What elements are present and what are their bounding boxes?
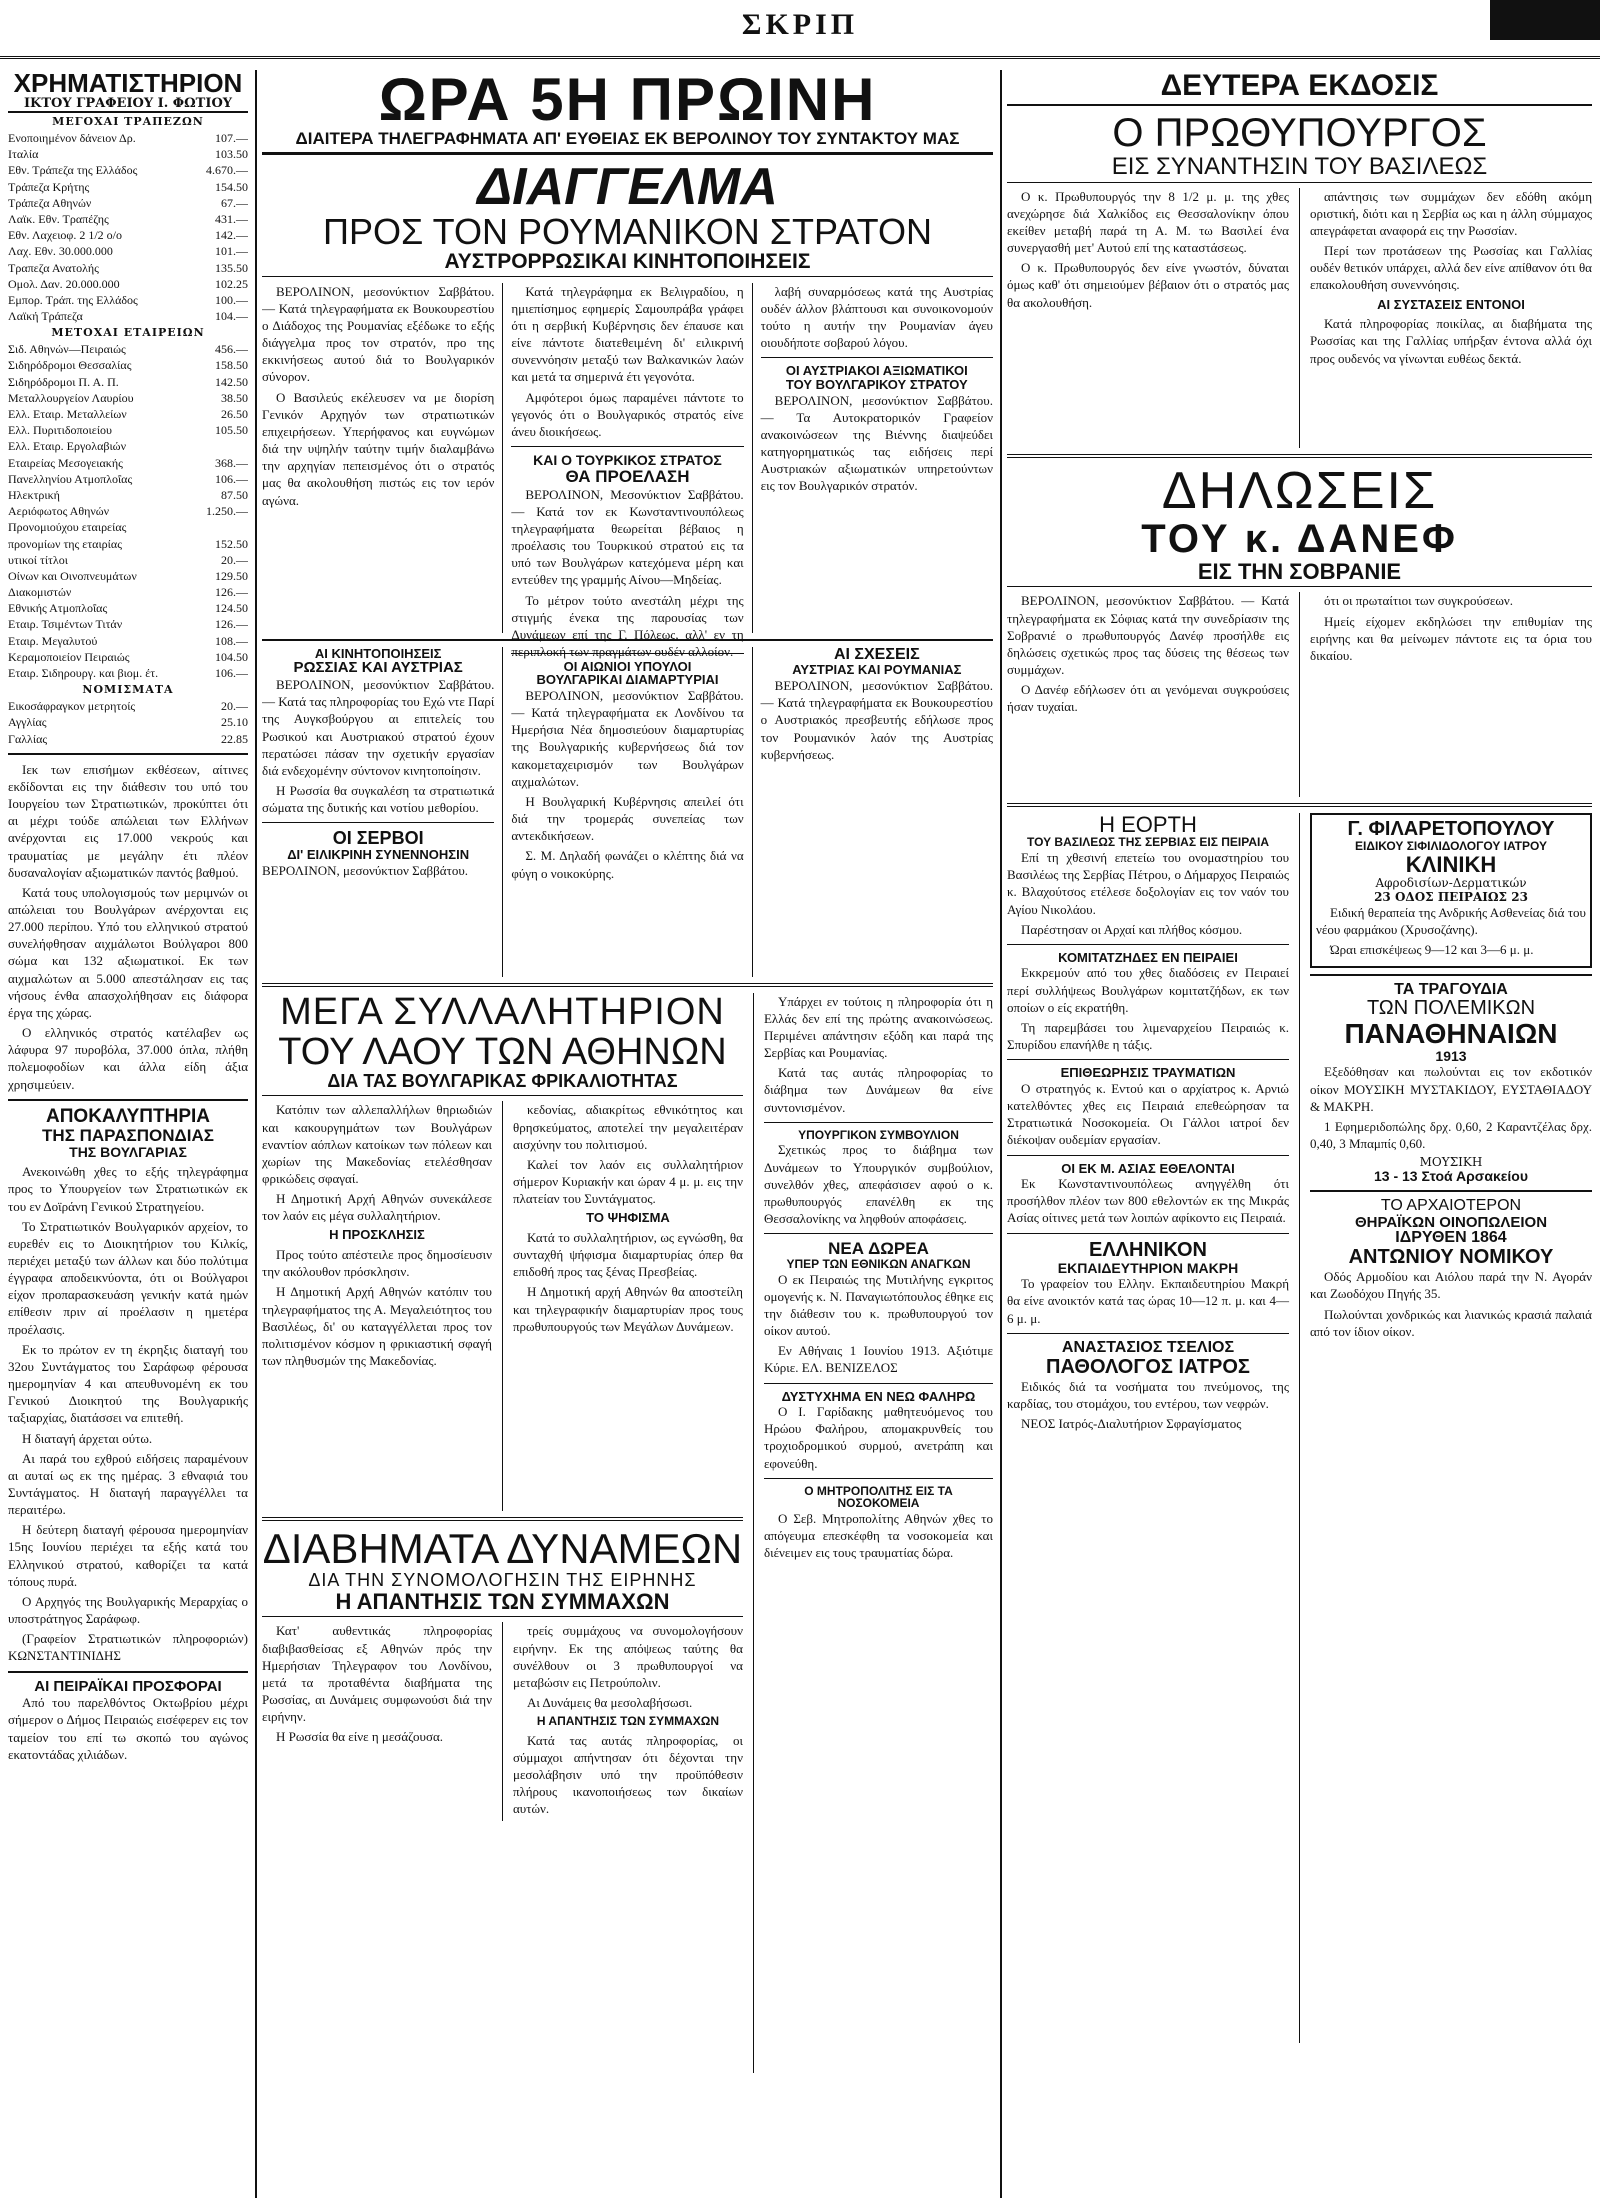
article-paragraph: Αι Δυνάμεις θα μεσολαβήσωσι. bbox=[526, 1695, 693, 1711]
article-paragraph: Η Δημοτική Αρχή Αθηνών συνεκάλεσε τον λαόν εις μέγα συλλαλητήριον. bbox=[262, 1191, 492, 1224]
article-paragraph: Ο Ι. Γαρίδακης μαθητευόμενος του Ηρώου Φαλήρου, απομακρυνθείς του τροχιοδρομικού συρμού, ανετράπη και εφονεύθη. bbox=[763, 1404, 993, 1471]
market-row bbox=[8, 179, 248, 195]
market-row bbox=[8, 503, 248, 519]
article-paragraph: λαβή συναρμόσεως κατά της Αυστρίας ουδέν άλλον βλάπτουσι και συνοικονομούν τούτο η αυτήν την Ρουμανίαν άγευ οιουδήποτε σοβαρού λόγου. bbox=[760, 283, 993, 351]
article-paragraph: Η διαταγή άρχεται ούτω. bbox=[22, 1430, 153, 1446]
feast-title: Η ΕΟΡΤΗ bbox=[1099, 812, 1197, 838]
article-paragraph: Η Δημοτική αρχή Αθηνών θα αποστείλη και τηλεγραφικήν διαμαρτυρίαν προς τους πρωθυπουργούς των Μεγάλων Δυνάμεων. bbox=[512, 1284, 743, 1334]
market-row bbox=[8, 130, 248, 146]
market-row bbox=[8, 374, 248, 390]
market-name: Εμπορ. Τράπ. της Ελλάδος bbox=[8, 292, 138, 307]
market-row bbox=[8, 341, 248, 357]
market-name: Πανελληνίου Ατμοπλοΐας bbox=[8, 471, 133, 486]
article-paragraph: Η Ρωσσία θα είνε η μεσάζουσα. bbox=[276, 1729, 444, 1745]
resolution-heading: ΤΟ ΨΗΦΙΣΜΑ bbox=[586, 1210, 670, 1226]
market-row bbox=[8, 698, 248, 714]
wine-ad-founded: ΙΔΡΥΘΕΝ 1864 bbox=[1395, 1229, 1507, 1247]
market-name: Προνομιούχου εταιρείας bbox=[8, 520, 127, 535]
market-name: Αγγλίας bbox=[8, 715, 47, 730]
donation-title: ΝΕΑ ΔΩΡΕΑ bbox=[828, 1239, 929, 1259]
market-row bbox=[8, 390, 248, 406]
serbs-dateline: ΒΕΡΟΛΙΝΟΝ, μεσονύκτιον Σαββάτου. bbox=[262, 862, 469, 878]
mobilizations-subtitle: ΡΩΣΣΙΑΣ ΚΑΙ ΑΥΣΤΡΙΑΣ bbox=[293, 659, 463, 677]
article-paragraph: Η Βουλγαρική Κυβέρνησις απειλεί ότι διά την τρομεράς συνεπείας των αντεκδικήσεων. bbox=[511, 793, 744, 844]
market-row bbox=[8, 162, 248, 178]
article-paragraph: Ο στρατηγός κ. Εντού και ο αρχίατρος κ. Αρνιώ κατελθόντες χθες εις Πειραιά επεθεώρησαν τα Στρατιωτικά Νοσοκομεία. Οι Γάλλοι ιατροί δεν διέκοψαν ουδεμίαν εργασίαν. bbox=[1007, 1080, 1289, 1148]
article-paragraph: Τη παρεμβάσει του λιμεναρχείου Πειραιώς κ. Σπυρίδου επανήλθε η τάξις. bbox=[1007, 1019, 1289, 1053]
turkish-army-subtitle: ΘΑ ΠΡΟΕΛΑΣΗ bbox=[565, 466, 690, 486]
mobilization-section bbox=[262, 647, 993, 977]
article-paragraph: Ιεκ των επισήμων εκθέσεων, αίτινες εκδίδονται εις την διάθεσιν του υπό του Ιουργείου των Στρατιωτικών, προκύπτει ότι αι μέχρι τούδε απώλειαι των Ελλήνων ανέρχονται εις 17.000 νεκρούς και τραυματίας με μεγάλην έτι πλέον δυσαναλογίαν αξιωματικών παντός βαθμού. bbox=[8, 761, 248, 880]
market-row bbox=[8, 422, 248, 438]
market-name: Τράπεζα Κρήτης bbox=[8, 179, 90, 194]
revelations-article bbox=[8, 1163, 248, 1664]
market-name: Κεραμοποιείον Πειραιώς bbox=[8, 649, 130, 664]
market-row bbox=[8, 519, 248, 535]
article-paragraph: Το μέτρον τούτο ανεστάλη μέχρι της στιγμής ένεκα της παρουσίας των Δυνάμεων επί της Γ. Πόλεως, αλλ' εν τη περιπλοκή των πραγμάτων ουδέν αλλοίον. bbox=[511, 592, 744, 660]
exchange-title: ΧΡΗΜΑΤΙΣΤΗΡΙΟΝ bbox=[13, 70, 243, 98]
market-name: Ελλ. Εταιρ. Εργολαβιών bbox=[8, 439, 127, 454]
rally-subtitle-2: ΔΙΑ ΤΑΣ ΒΟΥΛΓΑΡΙΚΑΣ ΦΡΙΚΑΛΙΟΤΗΤΑΣ bbox=[262, 1072, 743, 1096]
market-row bbox=[8, 406, 248, 422]
companies-heading: ΜΕΤΟΧΑΙ ΕΤΑΙΡΕΙΩΝ bbox=[51, 326, 205, 340]
eternal-sly-title: ΟΙ ΑΙΩΝΙΟΙ ΥΠΟΥΛΟΙ bbox=[563, 658, 692, 674]
cabinet-heading: ΥΠΟΥΡΓΙΚΟΝ ΣΥΜΒΟΥΛΙΟΝ bbox=[798, 1127, 959, 1142]
article-paragraph: ΒΕΡΟΛΙΝΟΝ, μεσονύκτιον Σαββάτου. — Κατά τηλεγραφήματα εκ Βουκουρεστίου ο Αυστριακός πρεσβευτής εδήλωσε προς τον Ρουμανικόν λαόν της Αυστρίας κυβερνήσεως. bbox=[760, 678, 993, 762]
proclamation-subtitle-2: ΑΥΣΤΡΟΡΡΩΣΙΚΑΙ ΚΙΝΗΤΟΠΟΙΗΣΕΙΣ bbox=[262, 251, 993, 277]
article-paragraph: Οδός Αρμοδίου και Αιόλου παρά την Ν. Αγοράν και Ζωοδόχου Πηγής 35. bbox=[1310, 1269, 1592, 1302]
article-paragraph: Εκ το πρώτον εν τη έκρηξις διαταγή του 32ου Συντάγματος του Σαράφωφ φέρουσα ημερομηνίαν 4 και απευθυνομένη εκ του Γενικού Διοικητού της Βουλγαρικής ταξιαρχίας, διατάσσει να επιτεθή. bbox=[8, 1341, 248, 1426]
market-name: Ελλ. Πυριτιδοποιείου bbox=[8, 423, 112, 438]
songs-subtitle-2: ΠΑΝΑΘΗΝΑΙΩΝ bbox=[1344, 1018, 1558, 1050]
market-value: 20.— bbox=[221, 552, 248, 567]
metropolitan-heading: Ο ΜΗΤΡΟΠΟΛΙΤΗΣ ΕΙΣ ΤΑ ΝΟΣΟΚΟΜΕΙΑ bbox=[804, 1483, 953, 1511]
market-row bbox=[8, 308, 248, 324]
market-value: 38.50 bbox=[221, 390, 248, 405]
volunteers-heading: ΟΙ ΕΚ Μ. ΑΣΙΑΣ ΕΘΕΛΟΝΤΑΙ bbox=[1061, 1160, 1235, 1176]
companies-table bbox=[8, 341, 248, 681]
market-value: 104.— bbox=[215, 309, 248, 324]
article-paragraph: Προς τούτο απέστειλε προς δημοσίευσιν την ακόλουθον πρόσκλησιν. bbox=[262, 1247, 492, 1280]
market-value: 107.— bbox=[215, 131, 248, 145]
songs-title: ΤΑ ΤΡΑΓΟΥΔΙΑ bbox=[1394, 980, 1508, 998]
article-paragraph: Ειδικός διά τα νοσήματα του πνεύμονος, της καρδίας, του στομάχου, του εντέρου, των νεφρών. bbox=[1007, 1378, 1289, 1411]
proclamation-col-c bbox=[761, 283, 993, 633]
relations-title: ΑΙ ΣΧΕΣΕΙΣ bbox=[833, 645, 920, 663]
market-value: 129.50 bbox=[215, 568, 248, 583]
market-value: 87.50 bbox=[221, 487, 248, 502]
market-row bbox=[8, 211, 248, 227]
article-paragraph: Ανεκοινώθη χθες το εξής τηλεγράφημα προς το Υπουργείον των Στρατιωτικών εκ του εν Δοϊράνη Γενικού Στρατηγείου. bbox=[8, 1164, 248, 1214]
banner-headline: ΩΡΑ 5Η ΠΡΩΙΝΗ bbox=[378, 70, 877, 133]
peace-title: ΔΙΑΒΗΜΑΤΑ ΔΥΝΑΜΕΩΝ bbox=[262, 1525, 743, 1573]
article-paragraph: Ο Δανέφ εδήλωσεν ότι αι γενόμεναι συγκρούσεις ήσαν τυχαίαι. bbox=[1007, 682, 1289, 715]
clinic-ad-line-5: 23 ΟΔΟΣ ΠΕΙΡΑΙΩΣ 23 bbox=[1374, 890, 1528, 905]
lower-center bbox=[262, 990, 993, 2073]
banks-heading: ΜΕΓΟΧΑΙ ΤΡΑΠΕΖΩΝ bbox=[52, 115, 204, 128]
market-name: Τράπεζα Αθηνών bbox=[8, 195, 92, 210]
market-row bbox=[8, 260, 248, 276]
market-row bbox=[8, 536, 248, 552]
article-paragraph: Υπάρχει εν τούτοις η πληροφορία ότι η Ελλάς δεν επί της πρώτης ανακοινώσεως. Περιμένει απάντησιν εξόδη και παρά της Σερβίας και Ρουμανίας. bbox=[763, 993, 993, 1061]
article-paragraph: Από του παρελθόντος Οκτωβρίου μέχρι σήμερον ο Δήμος Πειραιώς εισέφερεν εις τον ταμείον του επί τω σκοπώ του αγώνος εκατοντάδας χιλιάδων. bbox=[8, 1695, 248, 1762]
turkish-army-title: ΚΑΙ Ο ΤΟΥΡΚΙΚΟΣ ΣΤΡΑΤΟΣ bbox=[533, 452, 722, 469]
wounded-heading: ΕΠΙΘΕΩΡΗΣΙΣ ΤΡΑΥΜΑΤΙΩΝ bbox=[1060, 1065, 1236, 1081]
clinic-ad bbox=[1310, 813, 1592, 967]
article-paragraph: Εκ Κωνσταντινουπόλεως ανηγγέλθη ότι προσήλθον πλέον των 800 εθελοντών εκ της Μικράς Ασίας οίτινες μετά των λοιπών αφίκοντο εις Πειραιά. bbox=[1007, 1176, 1289, 1226]
songs-subtitle: ΤΩΝ ΠΟΛΕΜΙΚΩΝ bbox=[1366, 997, 1536, 1020]
market-name: Ιταλία bbox=[8, 147, 39, 162]
article-paragraph: Εκκρεμούν από του χθες διαδόσεις εν Πειραιεί περί συλλήψεως Βουλγάρων κομιτατζήδων, εκ των οποίων ο είς εκρατήθη. bbox=[1007, 965, 1289, 1015]
clinic-ad-line-4: Αφροδισίων-Δερματικών bbox=[1375, 876, 1527, 891]
donation-subtitle: ΥΠΕΡ ΤΩΝ ΕΘΝΙΚΩΝ ΑΝΑΓΚΩΝ bbox=[786, 1257, 971, 1271]
songs-year: 1913 bbox=[1435, 1047, 1467, 1064]
market-value: 26.50 bbox=[221, 407, 248, 421]
accident-heading: ΔΥΣΤΥΧΗΜΑ ΕΝ ΝΕΩ ΦΑΛΗΡΩ bbox=[781, 1388, 976, 1404]
market-value: 158.50 bbox=[215, 358, 248, 373]
second-edition-label: ΔΕΥΤΕΡΑ ΕΚΔΟΣΙΣ bbox=[1007, 70, 1592, 106]
article-paragraph: ΝΕΟΣ Ιατρός-Διαλυτήριον Σφραγίσματος bbox=[1021, 1415, 1242, 1431]
article-paragraph: Ημείς είχομεν εκδηλώσει την επιθυμίαν της ειρήνης και θα μείνωμεν πάντοτε εις τα όρια του δικαίου. bbox=[1310, 613, 1592, 663]
market-value bbox=[196, 519, 248, 535]
banner-subtitle: ΔΙΑΙΤΕΡΑ ΤΗΛΕΓΡΑΦΗΜΑΤΑ ΑΠ' ΕΥΘΕΙΑΣ ΕΚ ΒΕΡΟΛΙΝΟΥ ΤΟΥ ΣΥΝΤΑΚΤΟΥ ΜΑΣ bbox=[262, 130, 993, 155]
article-paragraph: Ο Βασιλεύς εκέλευσεν να με διορίση Γενικόν Αρχηγόν των στρατιωτικών επιχειρήσεων. Υπερήφανος και ευγνώμων διά την υψηλήν ταύτην τιμήν διαλαμβάνω την αρχηγίαν πεπεισμένος ότι ο στρατός μας θα ακολουθήση πιστώς εις τον ιερόν αγώνα. bbox=[262, 389, 495, 508]
article-paragraph: (Γραφείον Στρατιωτικών πληροφοριών) ΚΩΝΣΤΑΝΤΙΝΙΔΗΣ bbox=[8, 1631, 248, 1664]
market-value bbox=[196, 438, 248, 454]
songs-footer: ΜΟΥΣΙΚΗ bbox=[1419, 1155, 1483, 1170]
market-value: 431.— bbox=[215, 211, 248, 226]
market-value: 108.— bbox=[215, 633, 248, 648]
proclamation-title: ΔΙΑΓΓΕΛΜΑ bbox=[477, 157, 778, 216]
article-paragraph: Ώραι επισκέψεως 9—12 και 3—6 μ. μ. bbox=[1330, 942, 1534, 958]
article-paragraph: Σχετικώς προς το διάβημα των Δυνάμεων το Υπουργικόν συμβούλιον, συνελθόν χθες, απεφάσισεν αφού ο κ. πρωθυπουργός επανέλθη εκ της Θεσσαλονίκης να ληφθούν αποφάσεις. bbox=[763, 1142, 993, 1226]
market-name: Λαϊκ. Εθν. Τραπέζης bbox=[8, 211, 109, 226]
masthead bbox=[0, 0, 1600, 59]
relations-subtitle: ΑΥΣΤΡΙΑΣ ΚΑΙ ΡΟΥΜΑΝΙΑΣ bbox=[792, 662, 962, 678]
austrian-officers-title: ΟΙ ΑΥΣΤΡΙΑΚΟΙ ΑΞΙΩΜΑΤΙΚΟΙ bbox=[785, 363, 968, 379]
statements-title: ΔΗΛΩΣΕΙΣ bbox=[1161, 461, 1438, 520]
revelations-subtitle: ΤΗΣ ΠΑΡΑΣΠΟΝΔΙΑΣ bbox=[42, 1125, 214, 1145]
article-paragraph: 1 Εφημεριδοπώλης δρχ. 0,60, 2 Καραντζέλας δρχ. 0,40, 3 Μπαμπίς 0,60. bbox=[1310, 1118, 1592, 1152]
market-row bbox=[8, 665, 248, 681]
market-name: Γαλλίας bbox=[8, 731, 48, 746]
article-paragraph: Το Στρατιωτικόν Βουλγαρικόν αρχείον, το ευρεθέν εις το Διοικητήριον του Κιλκίς, περιέχει μεταξύ των άλλων και δύο πολύτιμα έγγραφα αποδεικνύοντα, ότι οι Βούλγαροι είχον προπαρασκευάση γενικήν κατά ημών επίθεσιν πριν αί προέλασιν η ημετέρα προέλασις. bbox=[8, 1218, 248, 1337]
banks-table bbox=[8, 130, 248, 324]
market-value: 106.— bbox=[215, 471, 248, 486]
market-value: 456.— bbox=[215, 342, 248, 357]
wine-ad-owner: ΑΝΤΩΝΙΟΥ ΝΟΜΙΚΟΥ bbox=[1348, 1246, 1554, 1269]
coins-table bbox=[8, 698, 248, 747]
market-row bbox=[8, 731, 248, 747]
wine-ad-title: ΤΟ ΑΡΧΑΙΟΤΕΡΟΝ bbox=[1380, 1196, 1522, 1214]
proclamation-col-b bbox=[511, 283, 744, 660]
feast-subtitle: ΤΟΥ ΒΑΣΙΛΕΩΣ ΤΗΣ ΣΕΡΒΙΑΣ ΕΙΣ ΠΕΙΡΑΙΑ bbox=[1026, 835, 1270, 850]
serbs-subtitle: ΔΙ' ΕΙΛΙΚΡΙΝΗ ΣΥΝΕΝΝΟΗΣΙΝ bbox=[287, 847, 470, 863]
article-paragraph: Εν Αθήναις 1 Ιουνίου 1913. Αξιότιμε Κύριε. ΕΛ. ΒΕΝΙΖΕΛΟΣ bbox=[763, 1343, 993, 1376]
article-paragraph: Κατά πληροφορίας ποικίλας, αι διαβήματα της Ρωσσίας και της Γαλλίας υπήρξαν έντονα αλλά όχι προς ουδενός να γίνωνται ευθέως δεκτά. bbox=[1310, 316, 1592, 366]
market-row bbox=[8, 243, 248, 259]
market-row bbox=[8, 649, 248, 665]
article-paragraph: ΒΕΡΟΛΙΝΟΝ, μεσονύκτιον Σαββάτου. — Κατά τηλεγραφήματα εκ Λονδίνου τα Ημερήσια Νέα δημοσιεύουν διαμαρτυρίας της Βουλγαρικής κυβερνήσεως διά τον κακομεταχειρισμόν των Βουλγάρων αιχμαλώτων. bbox=[511, 687, 744, 789]
pm-subtitle: ΕΙΣ ΣΥΝΑΝΤΗΣΙΝ ΤΟΥ ΒΑΣΙΛΕΩΣ bbox=[1007, 154, 1592, 183]
market-value: 368.— bbox=[215, 455, 248, 470]
market-name: Σιδηρόδρομοι Π. Α. Π. bbox=[8, 374, 119, 389]
market-row bbox=[8, 633, 248, 649]
clinic-ad-line-3: ΚΛΙΝΙΚΗ bbox=[1405, 851, 1497, 877]
school-subtitle: ΕΚΠΑΙΔΕΥΤΗΡΙΟΝ ΜΑΚΡΗ bbox=[1057, 1259, 1239, 1276]
left-column bbox=[8, 70, 248, 1766]
market-name: προνομίων της εταιρίας bbox=[8, 536, 122, 551]
clinic-ad-line-1: Γ. ΦΙΛΑΡΕΤΟΠΟΥΛΟΥ bbox=[1347, 818, 1555, 841]
pm-title: Ο ΠΡΩΘΥΠΟΥΡΓΟΣ bbox=[1112, 110, 1487, 155]
masthead-title: ΣΚΡΙΠ bbox=[741, 8, 859, 41]
center-section bbox=[262, 70, 993, 2073]
market-name: Τραπεζα Ανατολής bbox=[8, 260, 99, 275]
market-value: 104.50 bbox=[215, 649, 248, 664]
market-name: Εταιρ. Τσιμέντων Τιτάν bbox=[8, 617, 123, 632]
market-value: 67.— bbox=[221, 195, 248, 210]
market-name: Σιδηρόδρομοι Θεσσαλίας bbox=[8, 358, 132, 373]
market-value: 135.50 bbox=[215, 260, 248, 275]
article-paragraph: Καλεί τον λαόν εις συλλαλητήριον σήμερον Κυριακήν και ώραν 4 μ. μ. εις την πλατείαν του Συντάγματος. bbox=[512, 1156, 743, 1207]
article-paragraph: ΒΕΡΟΛΙΝΟΝ, Μεσονύκτιον Σαββάτου. — Κατά τον εκ Κωνσταντινουπόλεως τηλεγραφήματα θεωρείται βέβαιος η προέλασις του Τουρκικού στρατού εις τα υπό των Βουλγάρων κατεχόμενα μέρη και εντεύθεν της γραμμής Αίνου—Μηδείας. bbox=[511, 486, 744, 588]
article-paragraph: Η Ρωσσία θα συγκαλέση τα στρατιωτικά σώματα της δυτικής και νοτίου μεθορίου. bbox=[262, 783, 495, 816]
doctor-name: ΑΝΑΣΤΑΣΙΟΣ ΤΣΕΛΙΟΣ bbox=[1061, 1338, 1235, 1356]
article-paragraph: Κατά το συλλαλητήριον, ως εγνώσθη, θα συνταχθή ψήφισμα διαμαρτυρίας όπερ θα επιδοθή προς τας ξένας Πρεσβείας. bbox=[512, 1229, 743, 1280]
article-paragraph: ΒΕΡΟΛΙΝΟΝ, μεσονύκτιον Σαββάτου. — Κατά τας πληροφορίας του Εχώ ντε Παρί της Αυγκσβούργου αι επιτελείς του Ρωσικού και Αυστριακού στρατού έχουν περατώσει πάσαν την σχετικήν εργασίαν διά ενδεχομένην σύντονον κινητοποίησιν. bbox=[262, 677, 495, 778]
market-row bbox=[8, 584, 248, 600]
market-row bbox=[8, 276, 248, 292]
article-paragraph: Ο Σεβ. Μητροπολίτης Αθηνών χθες το απόγευμα επεσκέφθη τα νοσοκομεία και διένειμεν εις τους τραυματίας δώρα. bbox=[763, 1510, 993, 1561]
article-paragraph: Κατά τας αυτάς πληροφορίας το διάβημα των Δυνάμεων θα είνε συντονισμένον. bbox=[763, 1065, 993, 1115]
market-value: 101.— bbox=[215, 244, 248, 259]
market-name: Σιδ. Αθηνών—Πειραιώς bbox=[8, 342, 126, 357]
market-name: Οίνων και Οινοπνευμάτων bbox=[8, 568, 137, 583]
article-paragraph: ΒΕΡΟΛΙΝΟΝ, μεσονύκτιον Σαββάτου. — Κατά τηλεγραφήματα εκ Σόφιας κατά την συνεδρίασιν της Σοβρανιέ ο πρωθυπουργός Δανέφ προσήλθε εις δηλώσεις σχετικώς προς τας δύσεις της θέσεως των συμμάχων. bbox=[1007, 593, 1289, 677]
article-paragraph: Περί των προτάσεων της Ρωσσίας και Γαλλίας ουδέν θετικόν υπάρχει, αλλά δεν είνε απίθανον ότι θα επακολουθήση συνεννόησις. bbox=[1310, 243, 1592, 293]
statements-subtitle: ΤΟΥ κ. ΔΑΝΕΦ bbox=[1141, 517, 1458, 562]
article-paragraph: Σ. Μ. Δηλαδή φωνάζει ο κλέπτης διά να φύγη ο νοικοκύρης. bbox=[511, 848, 744, 881]
market-value: 1.250.— bbox=[206, 504, 248, 519]
market-row bbox=[8, 487, 248, 503]
mobilizations-title: ΑΙ ΚΙΝΗΤΟΠΟΙΗΣΕΙΣ bbox=[314, 645, 442, 661]
market-value: 106.— bbox=[215, 666, 248, 680]
market-name: Εικοσάφραγκον μετρητοίς bbox=[8, 699, 136, 714]
serbs-title: ΟΙ ΣΕΡΒΟΙ bbox=[332, 828, 424, 849]
advice-heading: ΑΙ ΣΥΣΤΑΣΕΙΣ ΕΝΤΟΝΟΙ bbox=[1377, 296, 1525, 312]
market-name: Εταιρ. Σιδηρουργ. και βιομ. έτ. bbox=[8, 666, 159, 680]
market-value: 20.— bbox=[221, 699, 248, 714]
article-paragraph: Ο κ. Πρωθυπουργός δεν είνε γνωστόν, δύναται όμως καθ' ότι σημειούμεν βέβαιον ότι ο στρατός μας θα ακολουθήση. bbox=[1007, 260, 1289, 310]
market-row bbox=[8, 714, 248, 730]
casualties-article bbox=[8, 761, 248, 1093]
article-paragraph: Αμφότεροι όμως παραμένει πάντοτε το γεγονός ότι ο Βουλγαρικός στρατός είνε άνευ διοικήσεως. bbox=[511, 389, 744, 439]
peace-subtitle-2: Η ΑΠΑΝΤΗΣΙΣ ΤΩΝ ΣΥΜΜΑΧΩΝ bbox=[262, 1590, 743, 1617]
market-name: Εταιρείας Μεσογειακής bbox=[8, 455, 123, 470]
school-title: ΕΛΛΗΝΙΚΟΝ bbox=[1089, 1238, 1207, 1261]
market-name: Ενοποιημένον δάνειον Δρ. bbox=[8, 131, 136, 145]
market-row bbox=[8, 552, 248, 568]
market-value: 103.50 bbox=[215, 147, 248, 162]
statements-subtitle-2: ΕΙΣ ΤΗΝ ΣΟΒΡΑΝΙΕ bbox=[1007, 560, 1592, 587]
market-value: 22.85 bbox=[221, 731, 248, 746]
market-name: Εθν. Τράπεζα της Ελλάδος bbox=[8, 163, 138, 178]
article-paragraph: Κατά τας αυτάς πληροφορίας, οι σύμμαχοι απήντησαν ότι δέχονται την μεσολάβησιν υπό την προϋπόθεσιν πλήρους ικανοποιήσεως των δικαίων αυτών. bbox=[512, 1732, 743, 1817]
market-value: 105.50 bbox=[215, 423, 248, 438]
market-value: 126.— bbox=[215, 585, 248, 600]
allies-reply-heading: Η ΑΠΑΝΤΗΣΙΣ ΤΩΝ ΣΥΜΜΑΧΩΝ bbox=[536, 1714, 720, 1729]
piraeus-offers-article bbox=[8, 1694, 248, 1763]
proclamation-subtitle: ΠΡΟΣ ΤΟΝ ΡΟΥΜΑΝΙΚΟΝ ΣΤΡΑΤΟΝ bbox=[323, 210, 932, 252]
market-row bbox=[8, 568, 248, 584]
market-value: 154.50 bbox=[215, 179, 248, 194]
eternal-sly-subtitle: ΒΟΥΛΓΑΡΙΚΑΙ ΔΙΑΜΑΡΤΥΡΙΑΙ bbox=[536, 672, 719, 688]
rally-title: ΜΕΓΑ ΣΥΛΛΑΛΗΤΗΡΙΟΝ bbox=[280, 990, 725, 1033]
market-row bbox=[8, 195, 248, 211]
rally-subtitle: ΤΟΥ ΛΑΟΥ ΤΩΝ ΑΘΗΝΩΝ bbox=[278, 1030, 727, 1073]
market-name: Εταιρ. Μεγαλυτού bbox=[8, 633, 98, 648]
market-name: Λαϊκή Τράπεζα bbox=[8, 309, 83, 324]
market-row bbox=[8, 438, 248, 454]
market-row bbox=[8, 616, 248, 632]
article-paragraph: Κατά τηλεγράφημα εκ Βελιγραδίου, η ημιεπίσημος εφημερίς Σαμουπράβα γράφει ότι η σερβική Κυβέρνησις δεν έπαυσε και είνε πάντοτε διατεθειμένη δι' ειλικρινή συνεννόησιν μεταξύ των Βαλκανικών λαών και μετά τα σημερινά έτι γεγονότα. bbox=[511, 283, 744, 385]
market-value: 25.10 bbox=[221, 715, 248, 730]
revelations-title: ΑΠΟΚΑΛΥΠΤΗΡΙΑ bbox=[45, 1105, 210, 1127]
market-row bbox=[8, 227, 248, 243]
komitadji-heading: ΚΟΜΙΤΑΤΖΗΔΕΣ ΕΝ ΠΕΙΡΑΙΕΙ bbox=[1058, 949, 1238, 965]
piraeus-offers-title: ΑΙ ΠΕΙΡΑΪΚΑΙ ΠΡΟΣΦΟΡΑΙ bbox=[34, 1677, 222, 1695]
market-name: Διακομιστών bbox=[8, 585, 72, 600]
article-paragraph: Η Δημοτική Αρχή Αθηνών κατόπιν του τηλεγραφήματος της Α. Μεγαλειότητος του Βασιλέως, δι' ου καταγγέλλεται προς τον πολιτισμένον κόσμον η φρικιαστική σφαγή των πληθυσμών της Μακεδονίας. bbox=[262, 1284, 492, 1369]
market-name: υτικοί τίτλοι bbox=[8, 552, 68, 567]
songs-address: 13 - 13 Στοά Αρσακείου bbox=[1373, 1168, 1529, 1185]
market-name: Εθνικής Ατμοπλοΐας bbox=[8, 601, 108, 616]
article-paragraph: Ο ελληνικός στρατός κατέλαβεν ως λάφυρα 97 πυροβόλα, 37.000 όπλα, πλήθη πολεμοφοδίων και άλλα είδη άξια χρησιμεύειν. bbox=[8, 1025, 248, 1092]
masthead-dark-strip bbox=[1490, 0, 1600, 40]
market-row bbox=[8, 292, 248, 308]
column-rule bbox=[1000, 70, 1002, 2198]
article-paragraph: απάντησις των συμμάχων δεν εδόθη ακόμη οριστική, διότι και η Σερβία ως και η άλλη σύμμαχος απεγράφεται αναφορά εις την Ρωσσίαν. bbox=[1310, 188, 1592, 238]
column-rule bbox=[255, 70, 257, 2198]
article-paragraph: Η δεύτερη διαταγή φέρουσα ημερομηνίαν 15ης Ιουνίου περιέχει τα εξής κατά του Ελληνικού στρατού, καθορίζει τα κατά τόπους πυρά. bbox=[8, 1522, 248, 1589]
article-paragraph: Επί τη χθεσινή επετείω του ονομαστηρίου του Βασιλέως της Σερβίας Πέτρου, ο Δήμαρχος Πειραιώς κ. Βλαχούτσος ετέλεσε δοξολογίαν εις τον ναόν του Αγίου Νικολάου. bbox=[1007, 850, 1289, 917]
market-value: 142.— bbox=[215, 228, 248, 243]
article-paragraph: Ειδική θεραπεία της Ανδρικής Ασθενείας διά του νέου φαρμάκου (Χρυσοζάνης). bbox=[1316, 905, 1586, 938]
market-value: 100.— bbox=[215, 292, 248, 307]
article-paragraph: Ο Αρχηγός της Βουλγαρικής Μεραρχίας ο υποστράτηγος Σαράφωφ. bbox=[8, 1593, 248, 1627]
article-paragraph: Εξεδόθησαν και πωλούνται εις τον εκδοτικόν οίκον ΜΟΥΣΙΚΗ ΜΥΣΤΑΚΙΔΟΥ, ΕΥΣΤΑΘΙΑΔΟΥ & ΜΑΚΡΗ. bbox=[1310, 1064, 1592, 1114]
coins-heading: ΝΟΜΙΣΜΑΤΑ bbox=[82, 683, 174, 697]
exchange-office: ΙΚΤΟΥ ΓΡΑΦΕΙΟΥ Ι. ΦΩΤΙΟΥ bbox=[8, 96, 248, 113]
market-name: Ελλ. Εταιρ. Μεταλλείων bbox=[8, 407, 127, 421]
market-name: Μεταλλουργείον Λαυρίου bbox=[8, 390, 134, 405]
market-name: Ηλεκτρική bbox=[8, 487, 60, 502]
market-name: Ομολ. Δαν. 20.000.000 bbox=[8, 276, 120, 291]
article-paragraph: κεδονίας, αδιακρίτως εθνικότητος και θρησκεύματος, αποτελεί την μεγαλειτέραν αισχύνην του πολιτισμού. bbox=[512, 1102, 743, 1152]
article-paragraph: Ο κ. Πρωθυπουργός την 8 1/2 μ. μ. της χθες ανεχώρησε διά Χαλκίδος εις Θεσσαλονίκην όπου εκείθεν μεταβή παρά τη Α. Μ. τω Βασιλεί ένα συνεργασθή μετ' Αυτού επί της καταστάσεως. bbox=[1007, 188, 1289, 256]
market-name: Λαχ. Εθν. 30.000.000 bbox=[8, 244, 113, 259]
proclamation-col-a bbox=[262, 283, 494, 633]
wine-ad-subtitle: ΘΗΡΑΪΚΩΝ ΟΙΝΟΠΩΛΕΙΟΝ bbox=[1354, 1213, 1548, 1231]
market-row bbox=[8, 471, 248, 487]
market-value: 142.50 bbox=[215, 374, 248, 389]
revelations-subtitle-2: ΤΗΣ ΒΟΥΛΓΑΡΙΑΣ bbox=[69, 1143, 187, 1160]
right-section bbox=[1007, 70, 1592, 2043]
market-value: 124.50 bbox=[215, 601, 248, 616]
market-value: 152.50 bbox=[215, 536, 248, 551]
austrian-officers-subtitle: ΤΟΥ ΒΟΥΛΓΑΡΙΚΟΥ ΣΤΡΑΤΟΥ bbox=[785, 376, 968, 392]
market-row bbox=[8, 600, 248, 616]
article-paragraph: Το γραφείον του Ελλην. Εκπαιδευτηρίου Μακρή θα είνε ανοικτόν κατά τας ώρας 10—12 π. μ. και 4—6 μ. μ. bbox=[1007, 1276, 1289, 1326]
market-value: 126.— bbox=[215, 617, 248, 632]
clinic-ad-line-2: ΕΙΔΙΚΟΥ ΣΙΦΙΛΙΔΟΛΟΓΟΥ ΙΑΤΡΟΥ bbox=[1354, 839, 1548, 854]
market-name: Αεριόφωτος Αθηνών bbox=[8, 504, 110, 519]
article-paragraph: τρείς συμμάχους να συνομολογήσουν ειρήνην. Εκ της απόψεως ταύτης θα συνέλθουν οι 3 πρωθυπουργοί να μεταβώσιν εις Πετρούπολιν. bbox=[512, 1623, 743, 1690]
article-paragraph: Κατά τους υπολογισμούς των μεριμνών οι απώλειαι του Βουλγάρων ανέρχονται εις 27.000 περίπου. Υπό του ελληνικού στρατού συνελήφθησαν αιχμάλωτοι Βούλγαροι 800 σώμα και 132 αξιωματικοί. Εκ των αιχμαλώτων αι 5.000 απεστάλησαν εις τας νήσους ένθα απασχολήθησαν εις διάφορα έργα της χώρας. bbox=[8, 884, 248, 1020]
article-paragraph: Κατόπιν των αλλεπαλλήλων θηριωδιών και κακουργημάτων των Βουλγάρων εναντίον αόπλων κατοίκων των πόλεων και χωρίων της Μακεδονίας ετελέσθησαν φρικώδεις σφαγαί. bbox=[262, 1102, 492, 1186]
doctor-title: ΠΑΘΟΛΟΓΟΣ ΙΑΤΡΟΣ bbox=[1046, 1355, 1250, 1378]
article-paragraph: Αι παρά του εχθρού ειδήσεις παραμένουν αι αυταί ως εκ της ημέρας. 3 εθναφιά του Συντάγματος. Η διαταγή παραγγέλλει τα περαιτέρω. bbox=[8, 1450, 248, 1518]
market-row bbox=[8, 146, 248, 162]
market-value: 102.25 bbox=[215, 276, 248, 291]
article-paragraph: ότι οι πρωταίτιοι των συγκρούσεων. bbox=[1324, 593, 1514, 609]
peace-subtitle: ΔΙΑ ΤΗΝ ΣΥΝΟΜΟΛΟΓΗΣΙΝ ΤΗΣ ΕΙΡΗΝΗΣ bbox=[308, 1570, 697, 1591]
article-paragraph: Παρέστησαν οι Αρχαί και πλήθος κόσμου. bbox=[1021, 921, 1243, 937]
market-name: Εθν. Λαχειοφ. 2 1/2 ο/ο bbox=[8, 228, 123, 243]
article-paragraph: ΒΕΡΟΛΙΝΟΝ, μεσονύκτιον Σαββάτου. — Τα Αυτοκρατορικόν Γραφείον ανακοινώσεων της Βιέννης διαψεύδει κατηγορηματικώς τας ειδήσεις περί Αυστριακών αξιωματικών υπηρετούντων εις τον Βουλγαρικόν στρατόν. bbox=[760, 392, 993, 494]
article-paragraph: Κατ' αυθεντικάς πληροφορίας διαβιβασθείσας εξ Αθηνών πρός την Ημερήσιαν Τηλεγραφον του Λονδίνου, μετά τα προταθέντα διαβήματα της Ρωσσίας, αι Δυνάμεις συμφωνούσι διά την ειρήνην. bbox=[262, 1623, 492, 1725]
article-paragraph: Ο εκ Πειραιώς της Μυτιλήνης εγκριτος ομογενής κ. Ν. Παναγιωτόπουλος έθηκε εις την διάθεσιν του κ. πρωθυπουργού τον οίκον αυτού. bbox=[763, 1271, 993, 1339]
invitation-heading: Η ΠΡΟΣΚΛΗΣΙΣ bbox=[329, 1227, 425, 1243]
market-value: 4.670.— bbox=[206, 163, 248, 178]
article-paragraph: Πωλούνται χονδρικώς και λιανικώς κρασιά παλαιά από τον ίδιον οίκον. bbox=[1310, 1306, 1592, 1339]
market-row bbox=[8, 455, 248, 471]
article-paragraph: ΒΕΡΟΛΙΝΟΝ, μεσονύκτιον Σαββάτου. — Κατά τηλεγραφήματα εκ Βουκουρεστίου ο Διάδοχος της Ρουμανίας εξέδωκε το εξής διάγγελμα προς τον στρατόν, προ της εκκινήσεως αυτού διά το Βουλγαρικόν σύνορον. bbox=[262, 283, 495, 385]
market-row bbox=[8, 357, 248, 373]
